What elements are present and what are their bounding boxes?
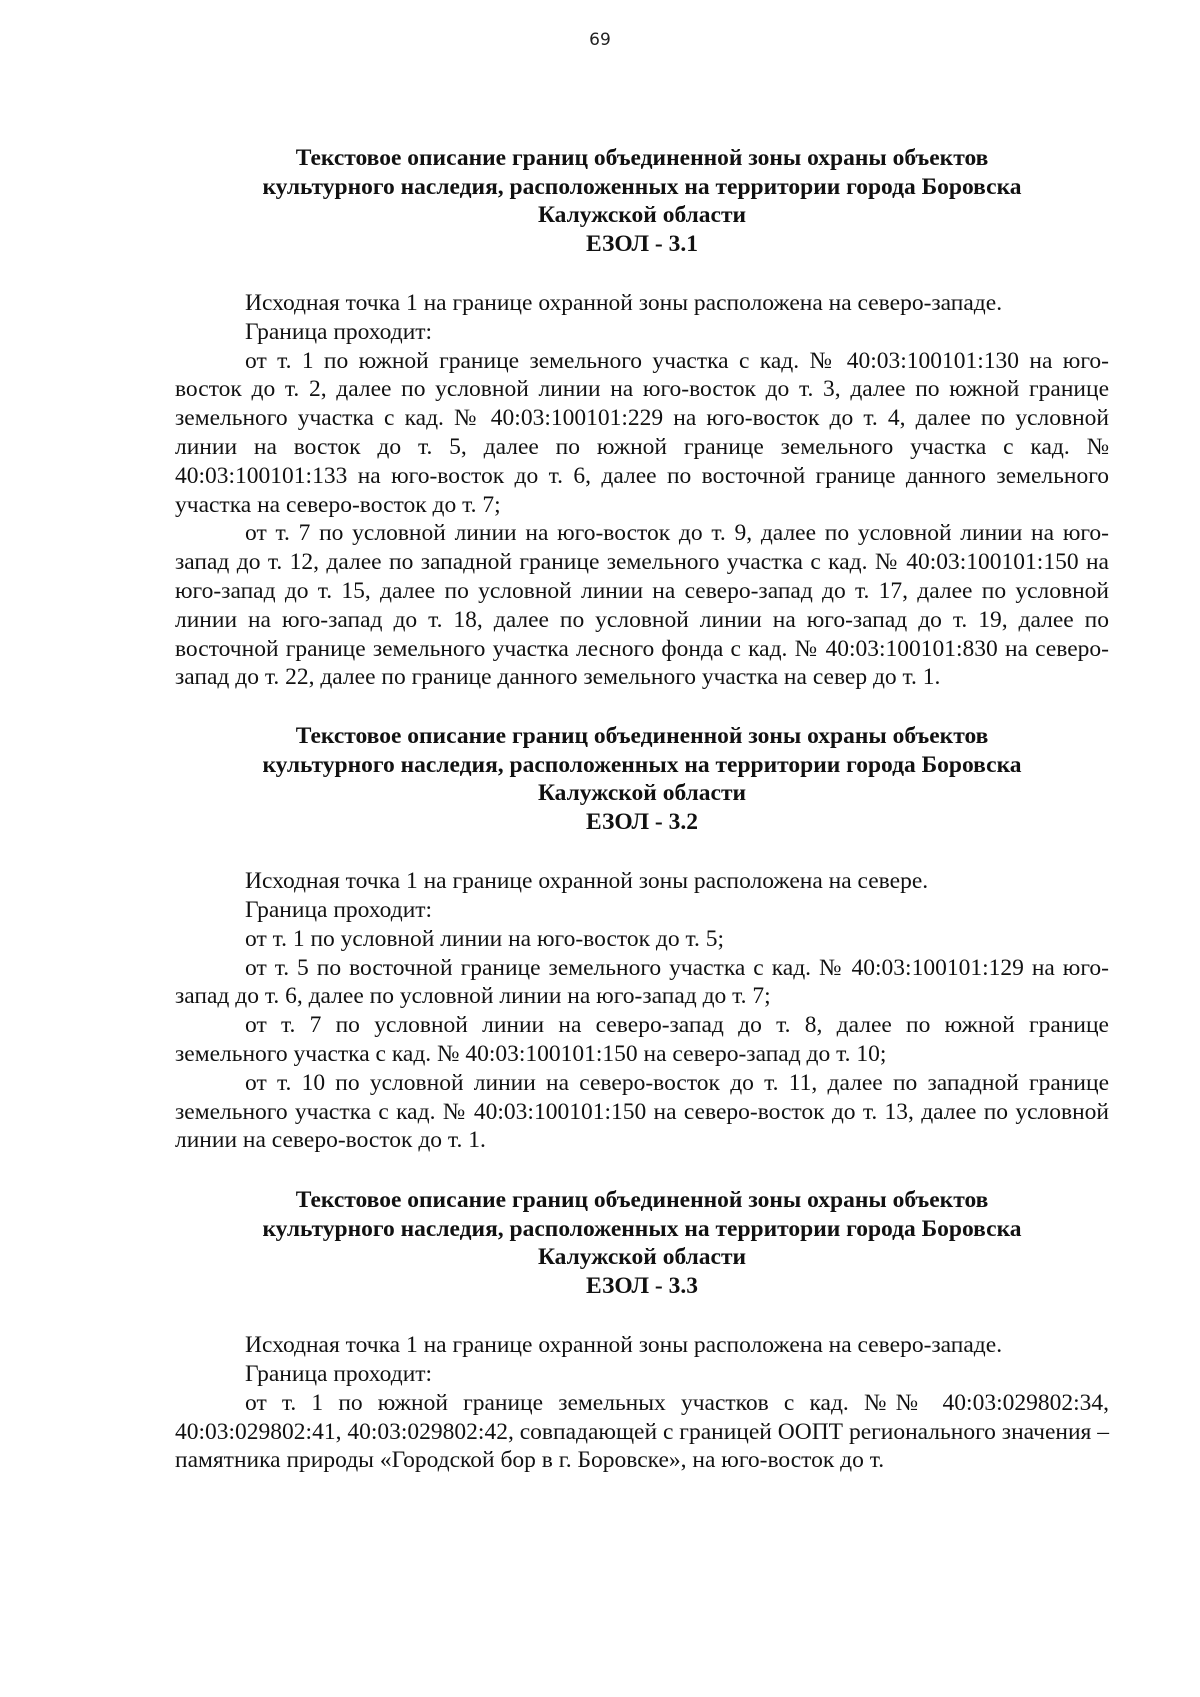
section-title [175,722,1109,836]
title-line: Калужской области [537,1244,747,1271]
zone-code: ЕЗОЛ - 3.3 [586,1272,698,1299]
paragraph: Исходная точка 1 на границе охранной зоны расположена на севере. [245,868,929,895]
paragraph: от т. 7 по условной линии на северо-запад до т. 8, далее по южной границе земельного участка с кад. № 40:03:100101:150 на северо-запад до т. 10; [175,1012,1109,1067]
paragraph: от т. 1 по южной границе земельного участка с кад. № 40:03:100101:130 на юго-восток до т. 2, далее по условной линии на юго-восток до т. 3, далее по южной границе земельного участка с кад. № 40:03:100101:229 на юго-восток до т. 4, далее по условной линии на восток до т. 5, далее по южной границе земельного участка с кад. № 40:03:100101:133 на юго-восток до т. 6, далее по восточной границе данного земельного участка на северо-восток до т. 7; [175,347,1109,518]
title-line: Текстовое описание границ объединенной зоны охраны объектов [295,145,989,171]
title-line: Калужской области [537,202,747,228]
title-line: Текстовое описание границ объединенной зоны охраны объектов [295,1187,989,1214]
title-line: культурного наследия, расположенных на территории города Боровска [262,751,1022,778]
zone-code: ЕЗОЛ - 3.2 [586,808,698,835]
paragraph: Граница проходит: [245,1360,433,1387]
paragraph: от т. 5 по восточной границе земельного участка с кад. № 40:03:100101:129 на юго-запад до т. 6, далее по условной линии на юго-запад до т. 7; [175,954,1109,1010]
section-body [175,1331,1109,1475]
section-title [175,1186,1109,1300]
page-number: 69 [589,30,611,50]
paragraph: от т. 10 по условной линии на северо-восток до т. 11, далее по западной границе земельного участка с кад. № 40:03:100101:150 на северо-восток до т. 13, далее по условной линии на северо-восток до т. 1. [175,1069,1109,1154]
title-line: Калужской области [537,780,747,807]
section-body [175,289,1109,692]
zone-code: ЕЗОЛ - 3.1 [586,230,698,257]
paragraph: от т. 1 по южной границе земельных участков с кад. №№ 40:03:029802:34, 40:03:029802:41, 40:03:029802:42, совпадающей с границей ООПТ регионального значения – памятника природы «Городской бор в г. Боровске», на юго-восток до т. [175,1389,1109,1474]
section-ezol-3-3 [175,1186,1109,1475]
section-body [175,867,1109,1155]
paragraph: Граница проходит: [245,896,433,923]
title-line: культурного наследия, расположенных на территории города Боровска [262,173,1022,200]
section-ezol-3-2 [175,722,1109,1155]
section-title [175,144,1109,258]
paragraph: Граница проходит: [245,318,433,345]
section-ezol-3-1 [175,144,1109,692]
paragraph: Исходная точка 1 на границе охранной зоны расположена на северо-западе. [245,290,1003,316]
paragraph: от т. 7 по условной линии на юго-восток до т. 9, далее по условной линии на юго-запад до т. 12, далее по западной границе земельного участка с кад. № 40:03:100101:150 на юго-запад до т. 15, далее по условной линии на северо-запад до т. 17, далее по условной линии на юго-запад до т. 18, далее по условной линии на юго-запад до т. 19, далее по восточной границе земельного участка лесного фонда с кад. № 40:03:100101:830 на северо-запад до т. 22, далее по границе данного земельного участка на север до т. 1. [175,520,1109,691]
title-line: Текстовое описание границ объединенной зоны охраны объектов [295,723,989,750]
paragraph: Исходная точка 1 на границе охранной зоны расположена на северо-западе. [245,1332,1003,1359]
title-line: культурного наследия, расположенных на территории города Боровска [262,1215,1022,1242]
document-body [175,144,1109,1475]
paragraph: от т. 1 по условной линии на юго-восток до т. 5; [245,925,724,952]
